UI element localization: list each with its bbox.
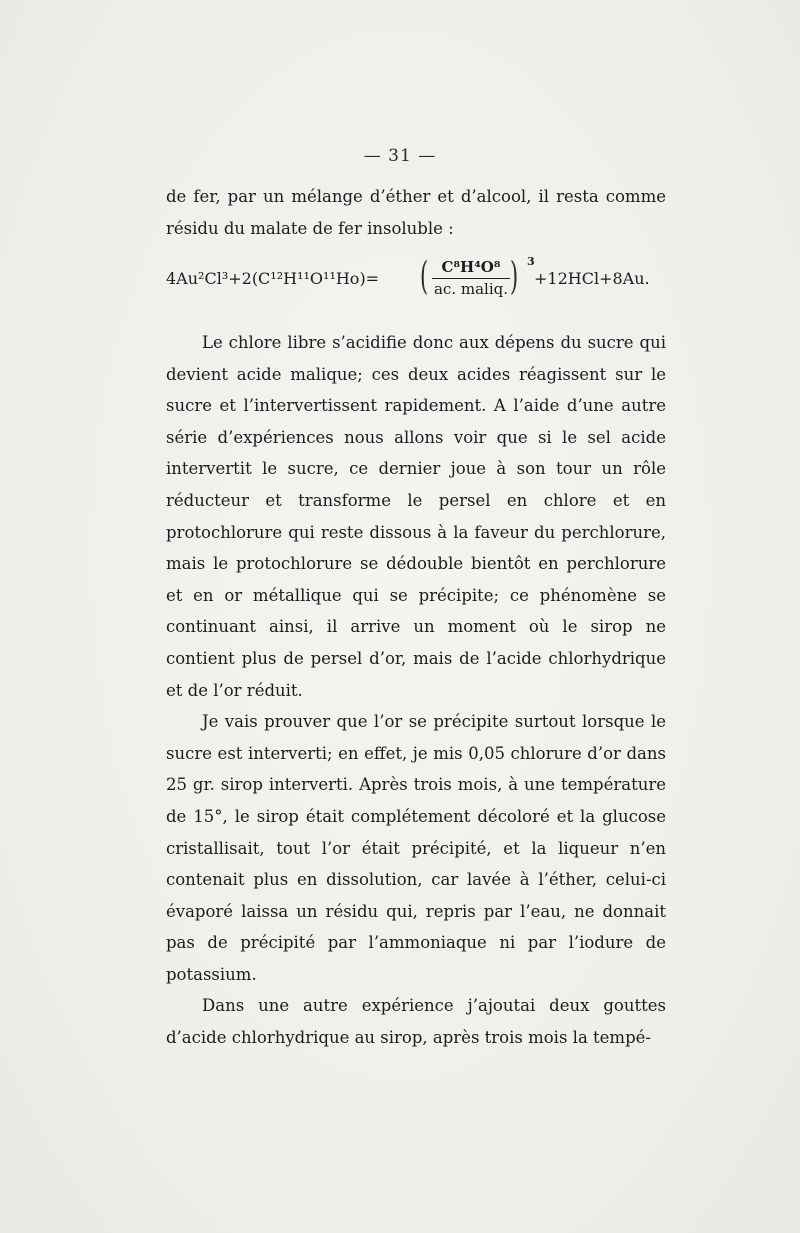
intro-text: de fer, par un mélange d’éther et d’alcool, il resta comme résidu du malate de fer insoluble : <box>166 187 666 238</box>
equation-left-side: 4Au²Cl³+2(C¹²H¹¹O¹¹Ho)= <box>166 269 380 288</box>
equation-fraction <box>432 258 510 298</box>
paragraph-chlore: Le chlore libre s’acidifie donc aux dépens du sucre qui devient acide malique; ces deux acides réagissent sur le sucre et l’intervertissent rapidement. A l’aide d’une autre série d’expériences nous allons voir que si le sel acide intervertit le sucre, ce dernier joue à son tour un rôle réducteur et transforme le persel en chlore et en protochlorure qui reste dissous à la faveur du perchlorure, mais le protochlorure se dédouble bientôt en perchlorure et en or métallique qui se précipite; ce phénomène se continuant ainsi, il arrive un moment où le sirop ne contient plus de persel d’or, mais de l’acide chlorhydrique et de l’or réduit. <box>166 333 666 700</box>
paragraph-autre-experience: Dans une autre expérience j’ajoutai deux gouttes d’acide chlorhydrique au sirop, après trois mois la tempé- <box>166 996 666 1048</box>
fraction-bar <box>432 278 510 279</box>
page-number: — 31 — <box>363 146 437 166</box>
open-parenthesis: ( <box>420 254 429 298</box>
body-text <box>166 327 666 1054</box>
fraction-numerator: C⁸H⁴O⁸ <box>441 258 501 276</box>
close-parenthesis: ) <box>510 254 519 298</box>
paragraph-or-precipite: Je vais prouver que l’or se précipite surtout lorsque le sucre est interverti; en effet, je mis 0,05 chlorure d’or dans 25 gr. sirop interverti. Après trois mois, à une température de 15°, le sirop était complétement décoloré et la glucose cristallisait, tout l’or était précipité, et la liqueur n’en contenait plus en dissolution, car lavée à l’éther, celui-ci évaporé laissa un résidu qui, repris par l’eau, ne donnait pas de précipité par l’ammoniaque ni par l’iodure de potassium. <box>166 712 666 984</box>
fraction-denominator: ac. maliq. <box>433 280 508 298</box>
equation-exponent: 3 <box>527 255 535 268</box>
chemical-equation <box>166 256 671 304</box>
equation-right-side: +12HCl+8Au. <box>534 269 650 288</box>
